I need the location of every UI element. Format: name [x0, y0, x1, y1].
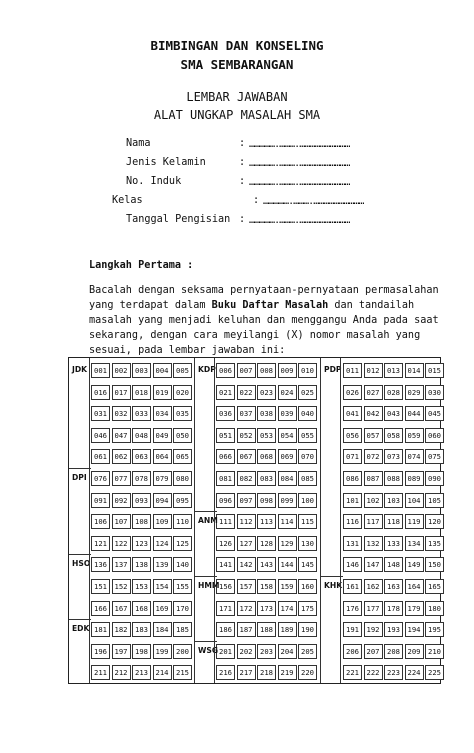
problem-number-cell[interactable]: 203 [257, 644, 276, 659]
problem-number-cell[interactable]: 147 [364, 557, 383, 572]
problem-number-cell[interactable]: 006 [216, 363, 235, 378]
problem-number-cell[interactable]: 124 [153, 536, 172, 551]
problem-number-cell[interactable]: 134 [405, 536, 424, 551]
problem-number-cell[interactable]: 210 [425, 644, 444, 659]
problem-number-cell[interactable]: 189 [278, 622, 297, 637]
problem-number-cell[interactable]: 098 [257, 493, 276, 508]
problem-number-cell[interactable]: 157 [237, 579, 256, 594]
problem-number-cell[interactable]: 211 [91, 665, 110, 680]
problem-number-cell[interactable]: 023 [257, 385, 276, 400]
problem-number-cell[interactable]: 105 [425, 493, 444, 508]
problem-number-cell[interactable]: 097 [237, 493, 256, 508]
problem-number-cell[interactable]: 082 [237, 471, 256, 486]
category-code-label: HSO [72, 559, 91, 569]
problem-number-cell[interactable]: 043 [384, 406, 403, 421]
group-separator [69, 619, 91, 620]
problem-number-cell[interactable]: 125 [173, 536, 192, 551]
problem-number-cell[interactable]: 170 [173, 601, 192, 616]
problem-number-cell[interactable]: 142 [237, 557, 256, 572]
kelas-label: Kelas [112, 195, 143, 206]
problem-number-cell[interactable]: 057 [364, 428, 383, 443]
problem-number-cell[interactable]: 064 [153, 449, 172, 464]
problem-number-cell[interactable]: 205 [298, 644, 317, 659]
problem-number-cell[interactable]: 172 [237, 601, 256, 616]
problem-number-cell[interactable]: 009 [278, 363, 297, 378]
problem-number-cell[interactable]: 154 [153, 579, 172, 594]
problem-number-cell[interactable]: 131 [343, 536, 362, 551]
problem-number-cell[interactable]: 109 [153, 514, 172, 529]
problem-number-cell[interactable]: 075 [425, 449, 444, 464]
problem-number-cell[interactable]: 151 [91, 579, 110, 594]
problem-number-cell[interactable]: 036 [216, 406, 235, 421]
problem-number-cell[interactable]: 038 [257, 406, 276, 421]
problem-number-cell[interactable]: 025 [298, 385, 317, 400]
category-code-label: ANM [198, 516, 218, 526]
problem-number-cell[interactable]: 065 [173, 449, 192, 464]
instruction-text: yang terdapat dalam [89, 300, 212, 311]
problem-number-cell[interactable]: 143 [257, 557, 276, 572]
problem-number-cell[interactable]: 201 [216, 644, 235, 659]
problem-number-cell[interactable]: 145 [298, 557, 317, 572]
problem-number-cell[interactable]: 213 [132, 665, 151, 680]
column-divider [89, 358, 90, 683]
no-induk-field[interactable]: …………….……….………………………… [249, 177, 350, 188]
problem-number-cell[interactable]: 094 [153, 493, 172, 508]
problem-number-cell[interactable]: 016 [91, 385, 110, 400]
problem-number-cell[interactable]: 026 [343, 385, 362, 400]
problem-number-cell[interactable]: 180 [425, 601, 444, 616]
problem-number-cell[interactable]: 108 [132, 514, 151, 529]
book-title: Buku Daftar Masalah [211, 300, 329, 311]
problem-number-cell[interactable]: 219 [278, 665, 297, 680]
problem-number-cell[interactable]: 003 [132, 363, 151, 378]
problem-number-cell[interactable]: 060 [425, 428, 444, 443]
problem-number-cell[interactable]: 164 [405, 579, 424, 594]
problem-number-cell[interactable]: 121 [91, 536, 110, 551]
problem-number-cell[interactable]: 081 [216, 471, 235, 486]
problem-number-cell[interactable]: 002 [112, 363, 131, 378]
problem-number-cell[interactable]: 018 [132, 385, 151, 400]
nama-field[interactable]: …………….……….………………………… [249, 139, 350, 150]
problem-number-cell[interactable]: 069 [278, 449, 297, 464]
jenis-kelamin-label: Jenis Kelamin [126, 157, 206, 168]
problem-number-cell[interactable]: 056 [343, 428, 362, 443]
problem-number-cell[interactable]: 171 [216, 601, 235, 616]
problem-number-cell[interactable]: 198 [132, 644, 151, 659]
column-divider [320, 358, 321, 683]
problem-number-cell[interactable]: 114 [278, 514, 297, 529]
problem-number-cell[interactable]: 178 [384, 601, 403, 616]
problem-number-cell[interactable]: 041 [343, 406, 362, 421]
problem-number-cell[interactable]: 029 [405, 385, 424, 400]
problem-number-cell[interactable]: 126 [216, 536, 235, 551]
problem-number-cell[interactable]: 071 [343, 449, 362, 464]
problem-number-cell[interactable]: 155 [173, 579, 192, 594]
problem-number-cell[interactable]: 087 [364, 471, 383, 486]
problem-number-cell[interactable]: 033 [132, 406, 151, 421]
problem-number-cell[interactable]: 085 [298, 471, 317, 486]
problem-number-cell[interactable]: 103 [384, 493, 403, 508]
problem-number-cell[interactable]: 173 [257, 601, 276, 616]
problem-number-cell[interactable]: 184 [153, 622, 172, 637]
problem-number-cell[interactable]: 225 [425, 665, 444, 680]
kelas-colon: : [253, 195, 260, 206]
problem-number-cell[interactable]: 010 [298, 363, 317, 378]
problem-number-cell[interactable]: 192 [364, 622, 383, 637]
problem-number-cell[interactable]: 015 [425, 363, 444, 378]
problem-number-cell[interactable]: 191 [343, 622, 362, 637]
problem-number-cell[interactable]: 175 [298, 601, 317, 616]
problem-number-cell[interactable]: 168 [132, 601, 151, 616]
problem-number-cell[interactable]: 204 [278, 644, 297, 659]
tanggal-colon: : [239, 214, 246, 225]
problem-number-cell[interactable]: 206 [343, 644, 362, 659]
problem-number-cell[interactable]: 179 [405, 601, 424, 616]
problem-number-cell[interactable]: 188 [257, 622, 276, 637]
problem-number-cell[interactable]: 072 [364, 449, 383, 464]
problem-number-cell[interactable]: 037 [237, 406, 256, 421]
jenis-kelamin-colon: : [239, 157, 246, 168]
problem-number-cell[interactable]: 200 [173, 644, 192, 659]
problem-number-cell[interactable]: 063 [132, 449, 151, 464]
problem-number-cell[interactable]: 066 [216, 449, 235, 464]
no-induk-label: No. Induk [126, 176, 182, 187]
problem-number-cell[interactable]: 197 [112, 644, 131, 659]
problem-number-cell[interactable]: 129 [278, 536, 297, 551]
problem-number-cell[interactable]: 118 [384, 514, 403, 529]
problem-number-cell[interactable]: 050 [173, 428, 192, 443]
problem-number-cell[interactable]: 165 [425, 579, 444, 594]
problem-number-cell[interactable]: 194 [405, 622, 424, 637]
group-separator [69, 554, 91, 555]
problem-number-cell[interactable]: 014 [405, 363, 424, 378]
tanggal-field[interactable]: …………….……….………………………… [249, 215, 350, 226]
problem-number-cell[interactable]: 088 [384, 471, 403, 486]
problem-number-cell[interactable]: 077 [112, 471, 131, 486]
problem-number-cell[interactable]: 058 [384, 428, 403, 443]
problem-number-cell[interactable]: 011 [343, 363, 362, 378]
kelas-field[interactable]: …………….……….………………………… [263, 196, 364, 207]
problem-number-cell[interactable]: 130 [298, 536, 317, 551]
problem-number-cell[interactable]: 007 [237, 363, 256, 378]
problem-number-cell[interactable]: 091 [91, 493, 110, 508]
problem-number-cell[interactable]: 149 [405, 557, 424, 572]
problem-number-cell[interactable]: 116 [343, 514, 362, 529]
problem-number-cell[interactable]: 139 [153, 557, 172, 572]
problem-number-cell[interactable]: 096 [216, 493, 235, 508]
problem-number-cell[interactable]: 107 [112, 514, 131, 529]
problem-number-cell[interactable]: 212 [112, 665, 131, 680]
problem-number-cell[interactable]: 196 [91, 644, 110, 659]
problem-number-cell[interactable]: 136 [91, 557, 110, 572]
problem-number-cell[interactable]: 052 [237, 428, 256, 443]
problem-number-cell[interactable]: 028 [384, 385, 403, 400]
problem-number-cell[interactable]: 169 [153, 601, 172, 616]
problem-number-cell[interactable]: 034 [153, 406, 172, 421]
problem-number-cell[interactable]: 132 [364, 536, 383, 551]
problem-number-cell[interactable]: 167 [112, 601, 131, 616]
category-code-label: DPI [72, 473, 87, 482]
problem-number-cell[interactable]: 055 [298, 428, 317, 443]
problem-number-cell[interactable]: 140 [173, 557, 192, 572]
problem-number-cell[interactable]: 223 [384, 665, 403, 680]
problem-number-cell[interactable]: 162 [364, 579, 383, 594]
problem-number-cell[interactable]: 115 [298, 514, 317, 529]
problem-number-cell[interactable]: 148 [384, 557, 403, 572]
jenis-kelamin-field[interactable]: …………….……….………………………… [249, 158, 350, 169]
problem-number-cell[interactable]: 095 [173, 493, 192, 508]
problem-number-cell[interactable]: 045 [425, 406, 444, 421]
problem-number-cell[interactable]: 083 [257, 471, 276, 486]
problem-number-cell[interactable]: 102 [364, 493, 383, 508]
problem-number-cell[interactable]: 217 [237, 665, 256, 680]
column-divider [214, 358, 215, 683]
form-title: LEMBAR JAWABAN [186, 90, 288, 104]
problem-number-cell[interactable]: 221 [343, 665, 362, 680]
problem-number-cell[interactable]: 019 [153, 385, 172, 400]
nama-label: Nama [126, 138, 151, 149]
problem-number-cell[interactable]: 182 [112, 622, 131, 637]
problem-number-cell[interactable]: 086 [343, 471, 362, 486]
problem-number-cell[interactable]: 186 [216, 622, 235, 637]
problem-number-cell[interactable]: 123 [132, 536, 151, 551]
problem-number-cell[interactable]: 187 [237, 622, 256, 637]
problem-number-cell[interactable]: 133 [384, 536, 403, 551]
nama-colon: : [239, 138, 246, 149]
problem-number-cell[interactable]: 062 [112, 449, 131, 464]
problem-number-cell[interactable]: 001 [91, 363, 110, 378]
tanggal-label: Tanggal Pengisian [126, 214, 231, 225]
problem-number-cell[interactable]: 070 [298, 449, 317, 464]
problem-number-cell[interactable]: 215 [173, 665, 192, 680]
problem-number-cell[interactable]: 073 [384, 449, 403, 464]
problem-number-cell[interactable]: 156 [216, 579, 235, 594]
problem-number-cell[interactable]: 161 [343, 579, 362, 594]
problem-number-cell[interactable]: 141 [216, 557, 235, 572]
problem-number-cell[interactable]: 128 [257, 536, 276, 551]
problem-number-cell[interactable]: 042 [364, 406, 383, 421]
problem-number-cell[interactable]: 093 [132, 493, 151, 508]
problem-number-cell[interactable]: 067 [237, 449, 256, 464]
group-separator [69, 468, 91, 469]
problem-number-cell[interactable]: 099 [278, 493, 297, 508]
problem-number-cell[interactable]: 127 [237, 536, 256, 551]
problem-number-cell[interactable]: 174 [278, 601, 297, 616]
problem-number-cell[interactable]: 218 [257, 665, 276, 680]
problem-number-cell[interactable]: 183 [132, 622, 151, 637]
category-code-label: JDK [72, 365, 88, 374]
problem-number-cell[interactable]: 017 [112, 385, 131, 400]
instruction-line-3: masalah yang menjadi keluhan dan menggangu Anda pada saat [89, 315, 439, 326]
problem-number-cell[interactable]: 101 [343, 493, 362, 508]
problem-number-cell[interactable]: 110 [173, 514, 192, 529]
instruction-line-5: sesuai, pada lembar jawaban ini: [89, 345, 286, 356]
instruction-line-4: sekarang, dengan cara meyilangi (X) nomor masalah yang [89, 330, 421, 341]
problem-number-cell[interactable]: 119 [405, 514, 424, 529]
category-code-label: HMM [198, 581, 220, 590]
problem-number-cell[interactable]: 120 [425, 514, 444, 529]
problem-number-cell[interactable]: 122 [112, 536, 131, 551]
problem-number-cell[interactable]: 138 [132, 557, 151, 572]
problem-number-cell[interactable]: 117 [364, 514, 383, 529]
problem-number-cell[interactable]: 111 [216, 514, 235, 529]
problem-number-cell[interactable]: 177 [364, 601, 383, 616]
problem-number-cell[interactable]: 005 [173, 363, 192, 378]
problem-number-cell[interactable]: 214 [153, 665, 172, 680]
problem-number-cell[interactable]: 022 [237, 385, 256, 400]
problem-number-cell[interactable]: 061 [91, 449, 110, 464]
no-induk-colon: : [239, 176, 246, 187]
problem-number-cell[interactable]: 084 [278, 471, 297, 486]
problem-number-cell[interactable]: 113 [257, 514, 276, 529]
problem-number-cell[interactable]: 090 [425, 471, 444, 486]
problem-number-cell[interactable]: 106 [91, 514, 110, 529]
problem-number-cell[interactable]: 202 [237, 644, 256, 659]
problem-number-cell[interactable]: 051 [216, 428, 235, 443]
problem-number-cell[interactable]: 054 [278, 428, 297, 443]
instruction-text: dan tandailah [328, 300, 415, 311]
problem-number-cell[interactable]: 166 [91, 601, 110, 616]
problem-number-cell[interactable]: 224 [405, 665, 424, 680]
problem-number-cell[interactable]: 035 [173, 406, 192, 421]
problem-number-cell[interactable]: 008 [257, 363, 276, 378]
problem-number-cell[interactable]: 079 [153, 471, 172, 486]
problem-number-cell[interactable]: 135 [425, 536, 444, 551]
problem-number-cell[interactable]: 031 [91, 406, 110, 421]
problem-number-cell[interactable]: 080 [173, 471, 192, 486]
column-divider [194, 358, 195, 683]
answer-grid [68, 357, 441, 684]
problem-number-cell[interactable]: 049 [153, 428, 172, 443]
problem-number-cell[interactable]: 100 [298, 493, 317, 508]
instruction-line-2 [89, 298, 454, 313]
problem-number-cell[interactable]: 181 [91, 622, 110, 637]
problem-number-cell[interactable]: 021 [216, 385, 235, 400]
problem-number-cell[interactable]: 222 [364, 665, 383, 680]
problem-number-cell[interactable]: 053 [257, 428, 276, 443]
problem-number-cell[interactable]: 158 [257, 579, 276, 594]
problem-number-cell[interactable]: 208 [384, 644, 403, 659]
problem-number-cell[interactable]: 059 [405, 428, 424, 443]
problem-number-cell[interactable]: 190 [298, 622, 317, 637]
category-code-label: KDP [198, 365, 216, 374]
problem-number-cell[interactable]: 074 [405, 449, 424, 464]
problem-number-cell[interactable]: 027 [364, 385, 383, 400]
problem-number-cell[interactable]: 104 [405, 493, 424, 508]
problem-number-cell[interactable]: 047 [112, 428, 131, 443]
problem-number-cell[interactable]: 030 [425, 385, 444, 400]
problem-number-cell[interactable]: 092 [112, 493, 131, 508]
problem-number-cell[interactable]: 153 [132, 579, 151, 594]
form-subtitle: ALAT UNGKAP MASALAH SMA [153, 108, 321, 122]
problem-number-cell[interactable]: 013 [384, 363, 403, 378]
problem-number-cell[interactable]: 032 [112, 406, 131, 421]
problem-number-cell[interactable]: 024 [278, 385, 297, 400]
problem-number-cell[interactable]: 216 [216, 665, 235, 680]
problem-number-cell[interactable]: 146 [343, 557, 362, 572]
column-divider [340, 358, 341, 683]
problem-number-cell[interactable]: 112 [237, 514, 256, 529]
school-title: BIMBINGAN DAN KONSELING [150, 38, 324, 53]
problem-number-cell[interactable]: 144 [278, 557, 297, 572]
problem-number-cell[interactable]: 207 [364, 644, 383, 659]
problem-number-cell[interactable]: 199 [153, 644, 172, 659]
category-code-label: KHK [324, 581, 343, 590]
category-code-label: WSG [198, 645, 219, 655]
problem-number-cell[interactable]: 193 [384, 622, 403, 637]
problem-number-cell[interactable]: 220 [298, 665, 317, 680]
instruction-line-1: Bacalah dengan seksama pernyataan-pernyataan permasalahan [89, 285, 439, 296]
problem-number-cell[interactable]: 089 [405, 471, 424, 486]
problem-number-cell[interactable]: 150 [425, 557, 444, 572]
problem-number-cell[interactable]: 176 [343, 601, 362, 616]
problem-number-cell[interactable]: 076 [91, 471, 110, 486]
problem-number-cell[interactable]: 039 [278, 406, 297, 421]
instruction-paragraph [89, 283, 454, 358]
category-code-label: EDK [72, 624, 90, 634]
problem-number-cell[interactable]: 163 [384, 579, 403, 594]
problem-number-cell[interactable]: 068 [257, 449, 276, 464]
problem-number-cell[interactable]: 004 [153, 363, 172, 378]
school-name: SMA SEMBARANGAN [180, 57, 294, 72]
problem-number-cell[interactable]: 048 [132, 428, 151, 443]
problem-number-cell[interactable]: 137 [112, 557, 131, 572]
problem-number-cell[interactable]: 185 [173, 622, 192, 637]
problem-number-cell[interactable]: 046 [91, 428, 110, 443]
category-code-label: PDP [324, 365, 342, 374]
problem-number-cell[interactable]: 160 [298, 579, 317, 594]
problem-number-cell[interactable]: 078 [132, 471, 151, 486]
problem-number-cell[interactable]: 152 [112, 579, 131, 594]
problem-number-cell[interactable]: 040 [298, 406, 317, 421]
step-heading: Langkah Pertama : [89, 260, 194, 271]
problem-number-cell[interactable]: 020 [173, 385, 192, 400]
problem-number-cell[interactable]: 209 [405, 644, 424, 659]
problem-number-cell[interactable]: 044 [405, 406, 424, 421]
problem-number-cell[interactable]: 195 [425, 622, 444, 637]
problem-number-cell[interactable]: 012 [364, 363, 383, 378]
problem-number-cell[interactable]: 159 [278, 579, 297, 594]
